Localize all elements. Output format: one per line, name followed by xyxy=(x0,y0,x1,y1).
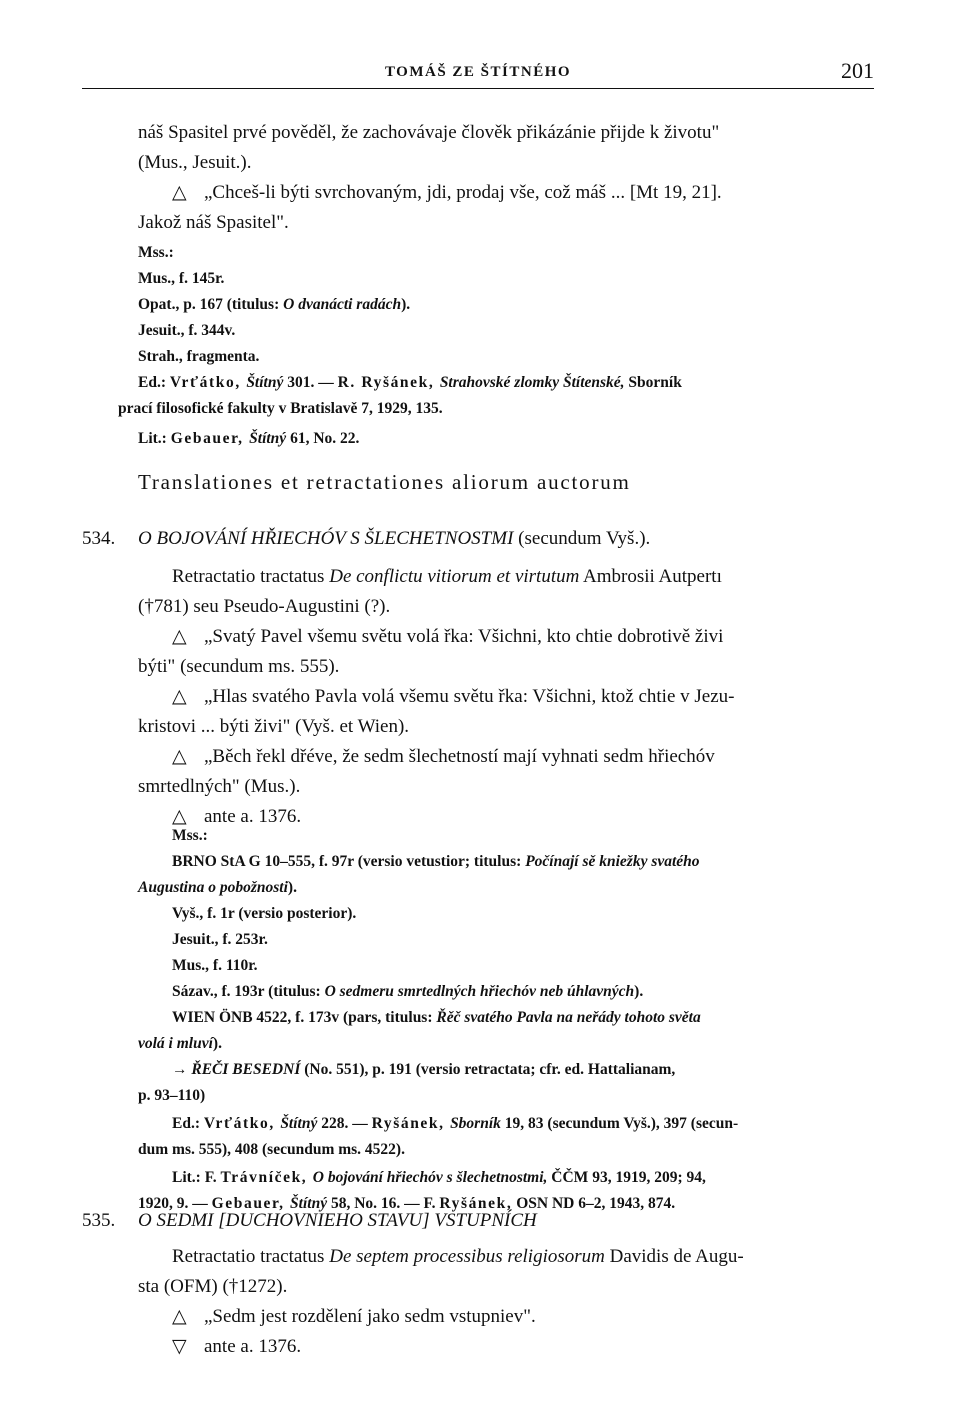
edition-line: Ed.: Vrťátko, Štítný 301. — R. Ryšánek, Strahovské zlomky Štítenské, Sborník xyxy=(138,374,682,391)
text-line: býti" (secundum ms. 555). xyxy=(138,656,340,677)
edition-line: dum ms. 555), 408 (secundum ms. 4522). xyxy=(138,1141,405,1158)
triangle-up-icon: △ xyxy=(172,746,187,767)
mss-item: Augustina o pobožnosti). xyxy=(138,879,297,896)
mss-item: Mus., f. 145r. xyxy=(138,270,225,287)
incipit-line: △ „Sedm jest rozdělení jako sedm vstupniev". xyxy=(138,1302,874,1332)
entry-number: 535. xyxy=(82,1210,116,1231)
text-line: (Mus., Jesuit.). xyxy=(138,152,252,173)
mss-item: Mus., f. 110r. xyxy=(172,957,258,974)
triangle-down-icon: ▽ xyxy=(172,1336,187,1357)
page-header xyxy=(82,58,874,89)
entry-title: O SEDMI [DUCHOVNIEHO STAVU] VSTUPNÍCH xyxy=(138,1210,537,1231)
incipit-line: △ „Běch řekl dřéve, že sedm šlechetností mají vyhnati sedm hřiechóv xyxy=(138,742,874,772)
mss-item: Jesuit., f. 253r. xyxy=(172,931,268,948)
date-line: ▽ ante a. 1376. xyxy=(138,1332,874,1362)
incipit-line: △ „Svatý Pavel všemu světu volá řka: Všichni, kto chtie dobrotivě živi xyxy=(138,622,874,652)
mss-item: WIEN ÖNB 4522, f. 173v (pars, titulus: Řěč svatého Pavla na neřády tohoto světa xyxy=(172,1009,701,1026)
editions-block xyxy=(118,370,874,452)
entry-535-body xyxy=(138,1242,874,1362)
continued-entry xyxy=(138,118,874,238)
entry-534-manuscripts xyxy=(138,823,874,1217)
incipit-line: △ „Hlas svatého Pavla volá všemu světu řka: Všichni, ktož chtie v Jezu- xyxy=(138,682,874,712)
page-number: 201 xyxy=(841,58,874,83)
section-heading: Translationes et retractationes aliorum auctorum xyxy=(138,470,631,494)
mss-label: Mss.: xyxy=(172,827,208,844)
triangle-up-icon: △ xyxy=(172,1306,187,1327)
text-line: náš Spasitel prvé pověděl, že zachovávaje člověk přikázánie přijde k životu" xyxy=(138,122,720,143)
literature-line: 1920, 9. — Gebauer, Štítný 58, No. 16. — F. Ryšánek, OSN ND 6–2, 1943, 874. xyxy=(138,1195,676,1212)
mss-item: Jesuit., f. 344v. xyxy=(138,322,236,339)
literature-line: Lit.: F. Trávníček, O bojování hřiechóv s šlechetnostmi, ČČM 93, 1919, 209; 94, xyxy=(172,1169,706,1186)
text-line: Jakož náš Spasitel". xyxy=(138,212,289,233)
mss-item: volá i mluví). xyxy=(138,1035,222,1052)
mss-label: Mss.: xyxy=(138,244,174,261)
triangle-up-icon: △ xyxy=(172,686,187,707)
incipit-line: △ „Chceš-li býti svrchovaným, jdi, prodaj vše, což máš ... [Mt 19, 21]. xyxy=(138,178,874,208)
mss-item: Vyš., f. 1r (versio posterior). xyxy=(172,905,357,922)
text-line: smrtedlných" (Mus.). xyxy=(138,776,301,797)
arrow-right-icon: → xyxy=(172,1061,188,1078)
text-line: Retractatio tractatus De septem processibus religiosorum Davidis de Augu- xyxy=(172,1246,744,1267)
triangle-up-icon: △ xyxy=(172,626,187,647)
manuscripts-block xyxy=(138,240,874,370)
literature-line: Lit.: Gebauer, Štítný 61, No. 22. xyxy=(138,430,360,447)
edition-line: prací filosofické fakulty v Bratislavě 7, 1929, 135. xyxy=(118,400,443,417)
text-line: kristovi ... býti živi" (Vyš. et Wien). xyxy=(138,716,410,737)
running-title: TOMÁŠ ZE ŠTÍTNÉHO xyxy=(384,64,572,80)
entry-534-body xyxy=(138,562,874,832)
text-line: (†781) seu Pseudo-Augustini (?). xyxy=(138,596,391,617)
text-line: sta (OFM) (†1272). xyxy=(138,1276,288,1297)
triangle-up-icon: △ xyxy=(172,806,187,827)
date-line: △ ante a. 1376. xyxy=(138,802,874,832)
mss-item: Opat., p. 167 (titulus: O dvanácti radách). xyxy=(138,296,411,313)
edition-line: Ed.: Vrťátko, Štítný 228. — Ryšánek, Sborník 19, 83 (secundum Vyš.), 397 (secun- xyxy=(172,1115,739,1132)
mss-item: BRNO StA G 10–555, f. 97r (versio vetustior; titulus: Počínají sě kniežky svatého xyxy=(172,853,700,870)
cross-reference: p. 93–110) xyxy=(138,1087,206,1104)
triangle-up-icon: △ xyxy=(172,182,187,203)
mss-item: Sázav., f. 193r (titulus: O sedmeru smrtedlných hřiechóv neb úhlavných). xyxy=(172,983,644,1000)
entry-title: O BOJOVÁNÍ HŘIECHÓV S ŠLECHETNOSTMI (secundum Vyš.). xyxy=(138,528,651,549)
entry-number: 534. xyxy=(82,528,116,549)
text-line: Retractatio tractatus De conflictu vitiorum et virtutum Ambrosii Autpertı xyxy=(172,566,722,587)
mss-item: Strah., fragmenta. xyxy=(138,348,260,365)
cross-reference: → ŘEČI BESEDNÍ (No. 551), p. 191 (versio retractata; cfr. ed. Hattalianam, xyxy=(172,1061,676,1078)
